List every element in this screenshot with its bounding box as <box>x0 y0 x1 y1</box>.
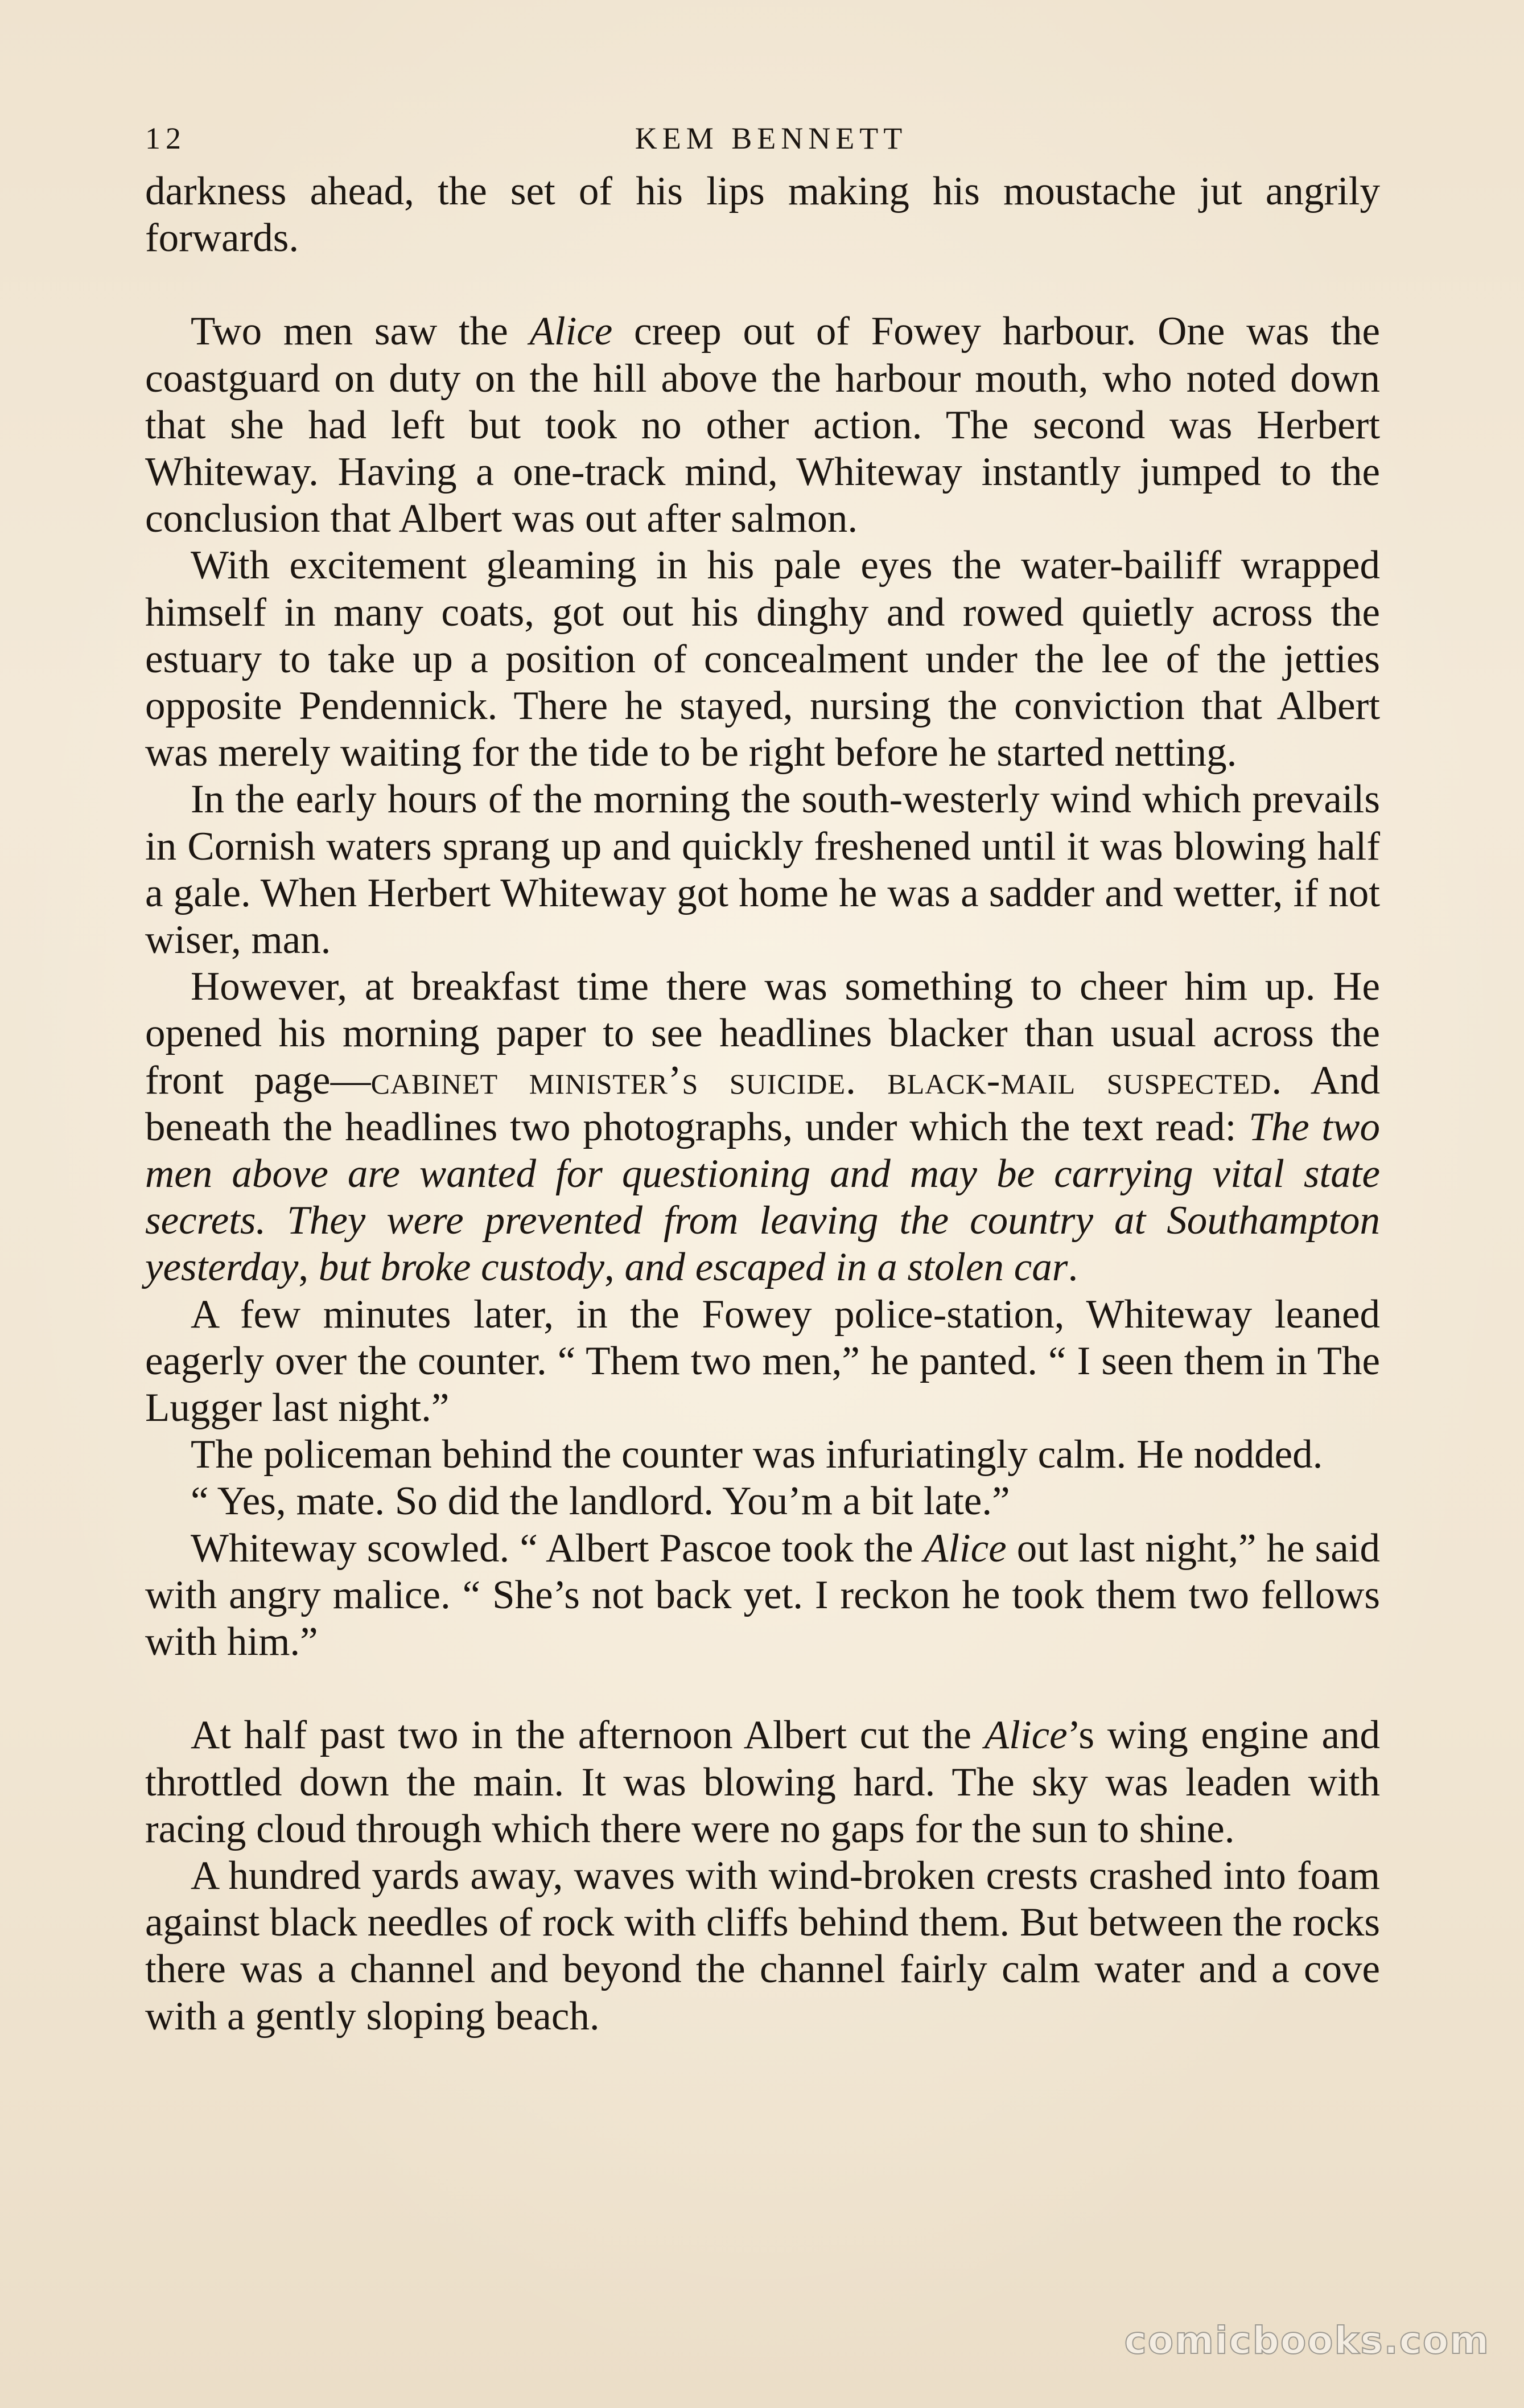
paragraph-7: The policeman behind the counter was infuriatingly calm. He nodded. <box>191 1432 1323 1477</box>
paragraph-6: A few minutes later, in the Fowey police-station, Whiteway leaned eagerly over the counter. “ Them two men,” he panted. “ I seen them in The Lugger last night.” <box>145 1292 1380 1431</box>
ship-name: Alice <box>529 309 613 354</box>
paragraph-4: In the early hours of the morning the south-westerly wind which prevails in Cornish waters sprang up and quickly freshened until it was blowing half a gale. When Herbert Whiteway got home he was a sadder and wetter, if not wiser, man. <box>145 777 1380 963</box>
ship-name: Alice <box>923 1526 1007 1571</box>
paragraph-2: Two men saw the Alice creep out of Fowey harbour. One was the coastguard on duty on the hill above the harbour mouth, who noted down that she had left but took no other action. The second was Herbert Whiteway. Having a one-track mind, Whiteway instantly jumped to the conclusion that Albert was out after salmon. <box>145 309 1380 541</box>
paragraph-5: However, at breakfast time there was something to cheer him up. He opened his morning paper to see headlines blacker than usual across the front page—cabinet minister’s suicide. black-mail suspected. And beneath the headlines two photographs, under which the text read: The two men above are wanted for questioning and may be carrying vital state secrets. They were prevented from leaving the country at Southampton yesterday, but broke custody, and escaped in a stolen car. <box>145 964 1380 1290</box>
paragraph-9: Whiteway scowled. “ Albert Pascoe took the Alice out last night,” he said with angry malice. “ She’s not back yet. I reckon he took them two fellows with him.” <box>145 1526 1380 1665</box>
running-head: KEM BENNETT <box>635 121 908 155</box>
paragraph-10: At half past two in the afternoon Albert cut the Alice’s wing engine and throttled down the main. It was blowing hard. The sky was leaden with racing cloud through which there were no gaps for the sun to shine. <box>145 1713 1380 1851</box>
page-number: 12 <box>145 121 186 155</box>
body-text <box>145 168 1380 2040</box>
page-header <box>145 121 1380 161</box>
paragraph-3: With excitement gleaming in his pale eyes the water-bailiff wrapped himself in many coats, got out his dinghy and rowed quietly across the estuary to take up a position of concealment under the lee of the jetties opposite Pendennick. There he stayed, nursing the conviction that Albert was merely waiting for the tide to be right before he started netting. <box>145 543 1380 775</box>
paragraph-11: A hundred yards away, waves with wind-broken crests crashed into foam against black needles of rock with cliffs behind them. But between the rocks there was a channel and beyond the channel fairly calm water and a cove with a gently sloping beach. <box>145 1853 1380 2039</box>
newspaper-caption: The two men above are wanted for questioning and may be carrying vital state secrets. They were prevented from leaving the country at Southampton yesterday <box>145 1104 1380 1290</box>
paragraph-1: darkness ahead, the set of his lips making his moustache jut angrily forwards. <box>145 169 1380 261</box>
newspaper-headline: cabinet minister’s suicide. black-mail suspected. <box>370 1058 1283 1103</box>
watermark: comicbooks.com <box>1124 2319 1490 2362</box>
paragraph-8: “ Yes, mate. So did the landlord. You’m a bit late.” <box>191 1479 1010 1524</box>
ship-name: Alice <box>984 1713 1068 1758</box>
